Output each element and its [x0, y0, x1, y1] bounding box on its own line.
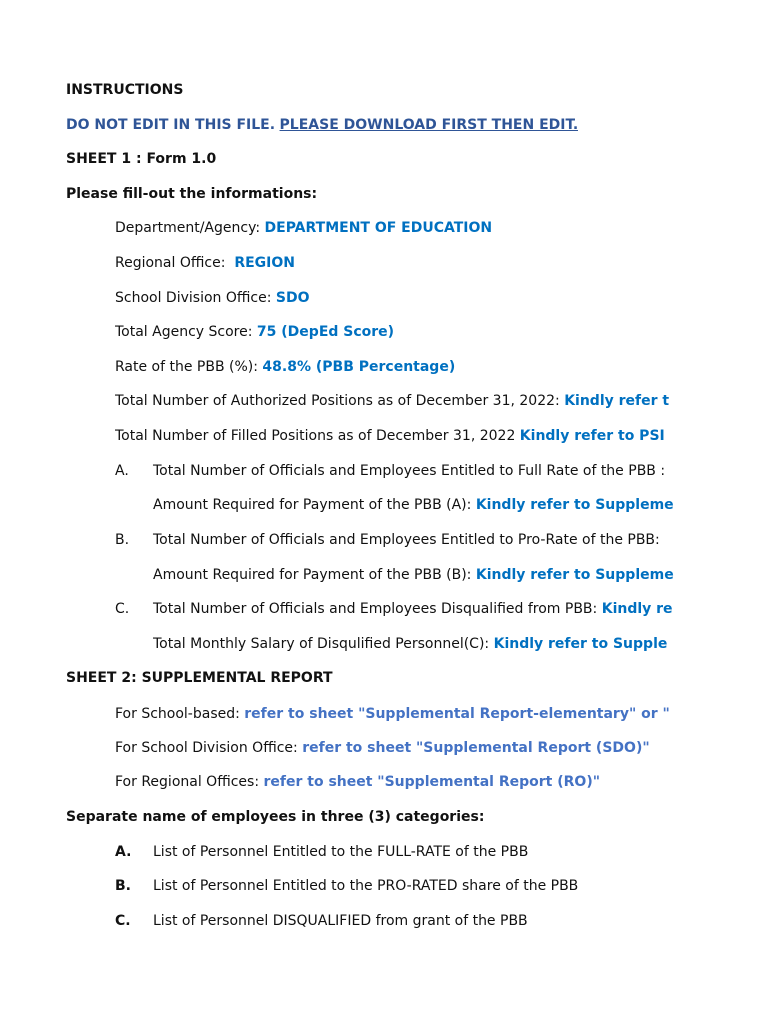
- category-b: [115, 876, 578, 896]
- field-value: 75 (DepEd Score): [256, 324, 395, 340]
- sheet2-label: For School-based:: [115, 706, 245, 722]
- item-label: Total Number of Officials and Employees Disqualified from PBB:: [153, 601, 602, 617]
- item-sub-label: Total Monthly Salary of Disqulified Personnel(C):: [153, 636, 494, 652]
- item-label-value: Kindly re: [601, 601, 673, 617]
- sheet2-label: For School Division Office:: [115, 740, 303, 756]
- field-agency-score: [115, 322, 676, 342]
- sheet2-value: refer to sheet "Supplemental Report-elementary" or ": [244, 706, 670, 722]
- field-label: School Division Office:: [115, 290, 276, 306]
- sheet2-school-based: [115, 704, 676, 724]
- sheet2-value: refer to sheet "Supplemental Report (SDO)": [302, 740, 650, 756]
- item-sub-value: Kindly refer to Suppleme: [475, 497, 674, 513]
- field-label: Total Number of Authorized Positions as of December 31, 2022:: [115, 393, 565, 409]
- sheet1-title: SHEET 1 : Form 1.0: [66, 151, 217, 167]
- category-marker: A.: [115, 844, 132, 860]
- item-b-amount: [153, 565, 676, 585]
- item-sub-label: Amount Required for Payment of the PBB (B):: [153, 567, 476, 583]
- field-label: Total Number of Filled Positions as of December 31, 2022: [115, 428, 520, 444]
- download-link[interactable]: PLEASE DOWNLOAD FIRST THEN EDIT.: [279, 117, 579, 133]
- field-filled-positions: [115, 426, 676, 446]
- categories-title: Separate name of employees in three (3) categories:: [66, 809, 485, 825]
- field-label: Total Agency Score:: [115, 324, 257, 340]
- category-text: List of Personnel DISQUALIFIED from grant of the PBB: [153, 913, 528, 929]
- category-marker: B.: [115, 878, 131, 894]
- item-sub-value: Kindly refer to Supple: [493, 636, 668, 652]
- item-c-salary: [153, 634, 676, 654]
- category-marker: C.: [115, 913, 131, 929]
- field-authorized-positions: [115, 391, 676, 411]
- item-b: [115, 530, 676, 550]
- field-label: Rate of the PBB (%):: [115, 359, 263, 375]
- category-text: List of Personnel Entitled to the FULL-RATE of the PBB: [153, 844, 529, 860]
- item-label: Total Number of Officials and Employees Entitled to Full Rate of the PBB :: [153, 463, 666, 479]
- category-text: List of Personnel Entitled to the PRO-RATED share of the PBB: [153, 878, 579, 894]
- item-c: [115, 599, 676, 619]
- item-a: [115, 461, 676, 481]
- sheet2-title: SHEET 2: SUPPLEMENTAL REPORT: [66, 670, 333, 686]
- field-sdo: [115, 288, 676, 308]
- field-value: REGION: [234, 255, 295, 271]
- category-a: [115, 842, 528, 862]
- field-value: DEPARTMENT OF EDUCATION: [264, 220, 493, 236]
- sheet2-regional: [115, 772, 676, 792]
- sheet1-subtitle: Please fill-out the informations:: [66, 186, 318, 202]
- field-department: [115, 218, 676, 238]
- instructions-heading: INSTRUCTIONS: [66, 82, 184, 98]
- field-label: Department/Agency:: [115, 220, 265, 236]
- warning-line: [66, 115, 578, 135]
- category-c: [115, 911, 528, 931]
- sheet2-label: For Regional Offices:: [115, 774, 264, 790]
- warning-text: DO NOT EDIT IN THIS FILE.: [66, 117, 276, 133]
- item-label: Total Number of Officials and Employees Entitled to Pro-Rate of the PBB:: [153, 532, 660, 548]
- field-regional-office: [115, 253, 676, 273]
- field-value: Kindly refer t: [564, 393, 670, 409]
- sheet2-sdo: [115, 738, 676, 758]
- field-value: Kindly refer to PSI: [519, 428, 665, 444]
- field-value: SDO: [275, 290, 310, 306]
- item-marker: C.: [115, 601, 130, 617]
- item-sub-value: Kindly refer to Suppleme: [475, 567, 674, 583]
- item-marker: A.: [115, 463, 129, 479]
- item-marker: B.: [115, 532, 130, 548]
- sheet2-value: refer to sheet "Supplemental Report (RO)": [263, 774, 601, 790]
- field-pbb-rate: [115, 357, 676, 377]
- field-value: 48.8% (PBB Percentage): [262, 359, 456, 375]
- item-a-amount: [153, 495, 676, 515]
- item-sub-label: Amount Required for Payment of the PBB (A):: [153, 497, 476, 513]
- field-label: Regional Office:: [115, 255, 235, 271]
